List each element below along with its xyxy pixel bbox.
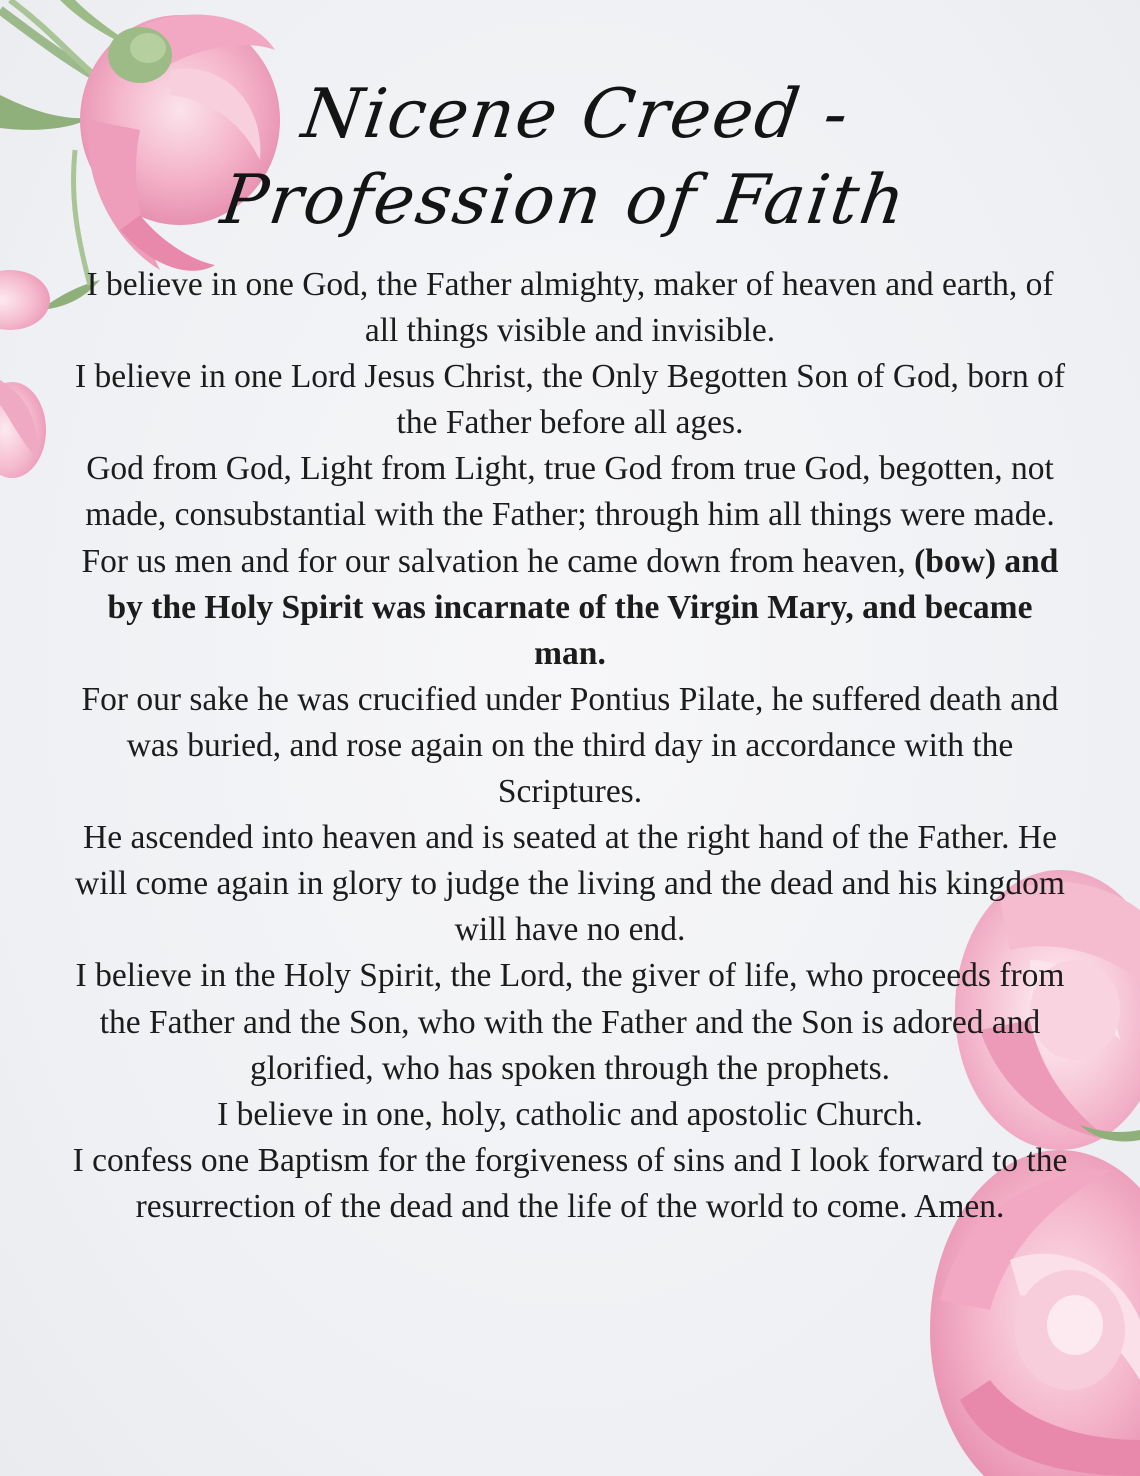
creed-paragraph-6: He ascended into heaven and is seated at the right hand of the Father. He will come again in glory to judge the living and the dead and his kingdom will have no end. (75, 819, 1065, 949)
creed-paragraph-9: I confess one Baptism for the forgiveness of sins and I look forward to the resurrection of the dead and the life of the world to come. Amen. (72, 1141, 1068, 1225)
petals-left-edge (0, 270, 50, 478)
title-line-1: Nicene Creed - (297, 75, 855, 154)
creed-text (70, 262, 1070, 1230)
title-line-2: Profession of Faith (216, 161, 912, 240)
creed-paragraph-8: I believe in one, holy, catholic and apostolic Church. (217, 1095, 923, 1133)
creed-paragraph-2: I believe in one Lord Jesus Christ, the Only Begotten Son of God, born of the Father before all ages. (75, 358, 1065, 442)
creed-paragraph-7: I believe in the Holy Spirit, the Lord, the giver of life, who proceeds from the Father and the Son, who with the Father and the Son is adored and glorified, who has spoken through the prophets. (75, 957, 1065, 1087)
creed-paragraph-5: For our sake he was crucified under Pontius Pilate, he suffered death and was buried, and rose again on the third day in accordance with the Scriptures. (81, 680, 1059, 811)
page-title (0, 72, 1140, 244)
bow-instruction: (bow) (914, 542, 997, 580)
creed-paragraph-3: God from God, Light from Light, true God from true God, begotten, not made, consubstantial with the Father; through him all things were made. (85, 450, 1055, 534)
creed-paragraph-4-start: For us men and for our salvation he came down from heaven, (81, 542, 915, 580)
creed-paragraph-1: I believe in one God, the Father almighty, maker of heaven and earth, of all things visible and invisible. (86, 266, 1054, 350)
creed-paragraph-4 (70, 539, 1070, 677)
creed-paragraph-4-bold: and by the Holy Spirit was incarnate of the Virgin Mary, and became man. (107, 542, 1059, 672)
